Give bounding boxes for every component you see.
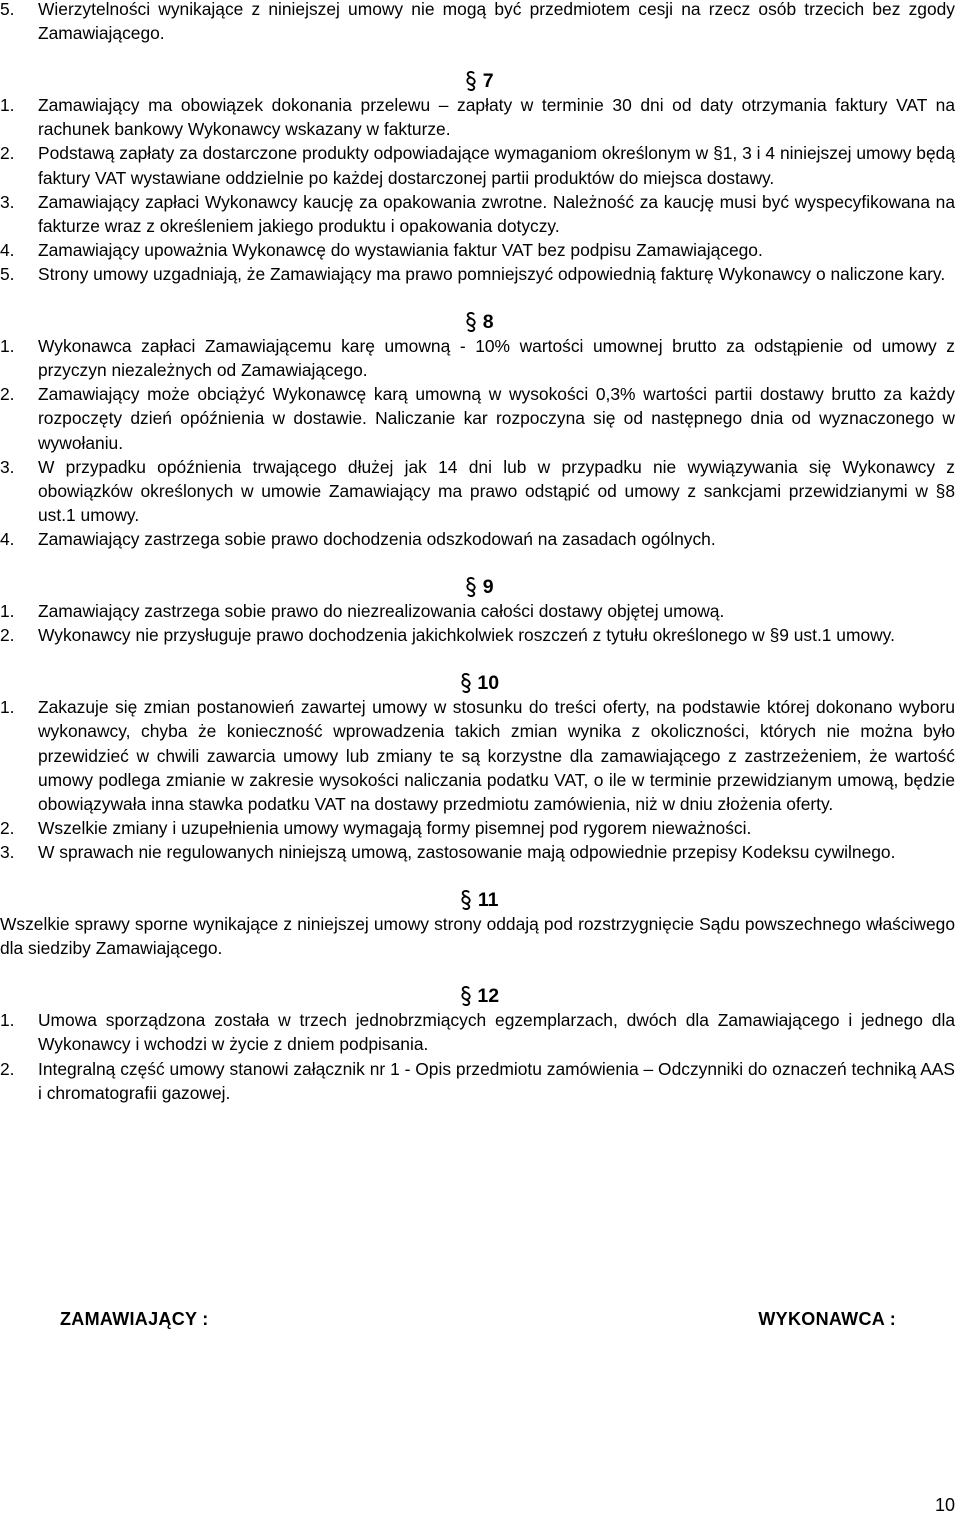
list-item (0, 334, 955, 382)
list-item-number: 1. (0, 336, 15, 357)
list-item-text: W sprawach nie regulowanych niniejszą umową, zastosowanie mają odpowiednie przepisy Kodeksu cywilnego. (38, 841, 896, 862)
list-item (0, 455, 955, 527)
list-item-number: 2. (0, 817, 15, 838)
list-item-number: 1. (0, 95, 15, 116)
section-sign-icon (465, 311, 477, 333)
signature-label-contractor: WYKONAWCA : (758, 1309, 896, 1329)
list-item-number: 5. (0, 263, 15, 284)
list-item (0, 238, 955, 262)
list-item-text: Wykonawca zapłaci Zamawiającemu karę umowną - 10% wartości umownej brutto za odstąpienie od umowy z przyczyn niezależnych od Zamawiającego. (38, 336, 955, 381)
list-item-text: Zamawiający zapłaci Wykonawcy kaucję za opakowania zwrotne. Należność za kaucję musi być wyspecyfikowana na fakturze wraz z określeniem jakiego produktu i opakowania dotyczy. (38, 191, 955, 236)
list-item-number: 3. (0, 191, 15, 212)
list-item (0, 141, 955, 189)
list-item-text: Wszelkie zmiany i uzupełnienia umowy wymagają formy pisemnej pod rygorem nieważności. (38, 817, 752, 838)
section-number: 9 (482, 575, 494, 598)
list-item-number: 4. (0, 239, 15, 260)
list-item-text: Umowa sporządzona została w trzech jednobrzmiących egzemplarzach, dwóch dla Zamawiającego i jednego dla Wykonawcy i wchodzi w życie z dniem podpisania. (38, 1010, 955, 1055)
list-item-text: Zamawiający zastrzega sobie prawo dochodzenia odszkodowań na zasadach ogólnych. (38, 528, 716, 549)
section-number: 10 (477, 672, 500, 695)
section-sign-icon (460, 889, 472, 911)
section-number: 11 (477, 889, 499, 911)
list-item (0, 382, 955, 454)
section-heading (0, 310, 955, 334)
signature-label-ordering-party: ZAMAWIAJĄCY : (60, 1309, 209, 1329)
section-heading (0, 888, 955, 912)
list-item-number: 2. (0, 384, 15, 405)
list-item-number: 5. (0, 0, 15, 19)
section-heading (0, 984, 955, 1008)
section-sign-icon (460, 985, 472, 1007)
list-item-number: 2. (0, 1058, 15, 1079)
list-item (0, 527, 955, 551)
list-item (0, 1057, 955, 1105)
section-heading (0, 671, 955, 695)
list-item (0, 93, 955, 141)
list-item-text: Zamawiający upoważnia Wykonawcę do wystawiania faktur VAT bez podpisu Zamawiającego. (38, 239, 763, 260)
list-item (0, 599, 955, 623)
list-item-number: 2. (0, 625, 15, 646)
list-item-text: Wierzytelności wynikające z niniejszej umowy nie mogą być przedmiotem cesji na rzecz osób trzecich bez zgody Zamawiającego. (38, 0, 955, 44)
list-item-text: Integralną część umowy stanowi załącznik nr 1 - Opis przedmiotu zamówienia – Odczynniki do oznaczeń techniką AAS i chromatografii gazowej. (38, 1058, 955, 1103)
list-item-number: 4. (0, 528, 15, 549)
list-item (0, 262, 955, 286)
list-item (0, 695, 955, 815)
list-item-number: 1. (0, 1010, 15, 1031)
list-item-number: 3. (0, 841, 15, 862)
list-item-text: Zamawiający może obciążyć Wykonawcę karą umowną w wysokości 0,3% wartości partii dostawy brutto za każdy rozpoczęty dzień opóźnienia w dostawie. Naliczanie kar rozpoczyna się od następnego dnia od wyznaczonego w wywołaniu. (38, 384, 955, 453)
list-item-number: 3. (0, 456, 15, 477)
section-sign-icon (465, 576, 477, 598)
list-item (0, 1008, 955, 1056)
list-item (0, 190, 955, 238)
section-number: 8 (482, 311, 494, 334)
list-item (0, 816, 955, 840)
list-item-text: Podstawą zapłaty za dostarczone produkty odpowiadające wymaganiom określonym w §1, 3 i 4 niniejszej umowy będą faktury VAT wystawiane oddzielnie po każdej dostarczonej partii produktów do miejsca dostawy. (38, 143, 955, 188)
section-sign-icon (460, 672, 472, 694)
list-item-text: Strony umowy uzgadniają, że Zamawiający ma prawo pomniejszyć odpowiednią fakturę Wykonawcy o naliczone kary. (38, 263, 946, 284)
list-item-text: Zakazuje się zmian postanowień zawartej umowy w stosunku do treści oferty, na podstawie której dokonano wyboru wykonawcy, chyba że konieczność wprowadzenia takich zmian wynika z okoliczności, których nie można było przewidzieć w chwili zawarcia umowy lub zmiany te są korzystne dla zamawiającego z zastrzeżeniem, że wartość umowy podlega zmianie w zakresie wysokości naliczania podatku VAT, o ile w terminie przewidzianym umową, będzie obowiązywała inna stawka podatku VAT na dostawy przedmiotu zamówienia, niż w dniu złożenia oferty. (38, 697, 955, 814)
section-sign-icon (465, 70, 477, 92)
list-item-text: W przypadku opóźnienia trwającego dłużej jak 14 dni lub w przypadku nie wywiązywania się Wykonawcy z obowiązków określonych w umowie Zamawiający ma prawo odstąpić od umowy z sankcjami przewidzianymi w §8 ust.1 umowy. (38, 456, 955, 525)
list-item-text: Zamawiający ma obowiązek dokonania przelewu – zapłaty w terminie 30 dni od daty otrzymania faktury VAT na rachunek bankowy Wykonawcy wskazany w fakturze. (38, 95, 955, 140)
signature-block (60, 1309, 896, 1330)
page-number: 10 (934, 1495, 955, 1515)
list-item (0, 623, 955, 647)
section-heading (0, 575, 955, 599)
list-item-text: Wykonawcy nie przysługuje prawo dochodzenia jakichkolwiek roszczeń z tytułu określonego w §9 ust.1 umowy. (38, 625, 895, 646)
list-item-number: 1. (0, 697, 15, 718)
list-item (0, 840, 955, 864)
list-item-number: 2. (0, 143, 15, 164)
section-heading (0, 69, 955, 93)
section-paragraph: Wszelkie sprawy sporne wynikające z niniejszej umowy strony oddają pod rozstrzygnięcie Sądu powszechnego właściwego dla siedziby Zamawiającego. (0, 914, 955, 959)
section-number: 7 (482, 70, 494, 93)
list-item-text: Zamawiający zastrzega sobie prawo do niezrealizowania całości dostawy objętej umową. (38, 601, 725, 622)
section-number: 12 (477, 985, 500, 1008)
list-item (0, 0, 955, 45)
list-item-number: 1. (0, 601, 15, 622)
